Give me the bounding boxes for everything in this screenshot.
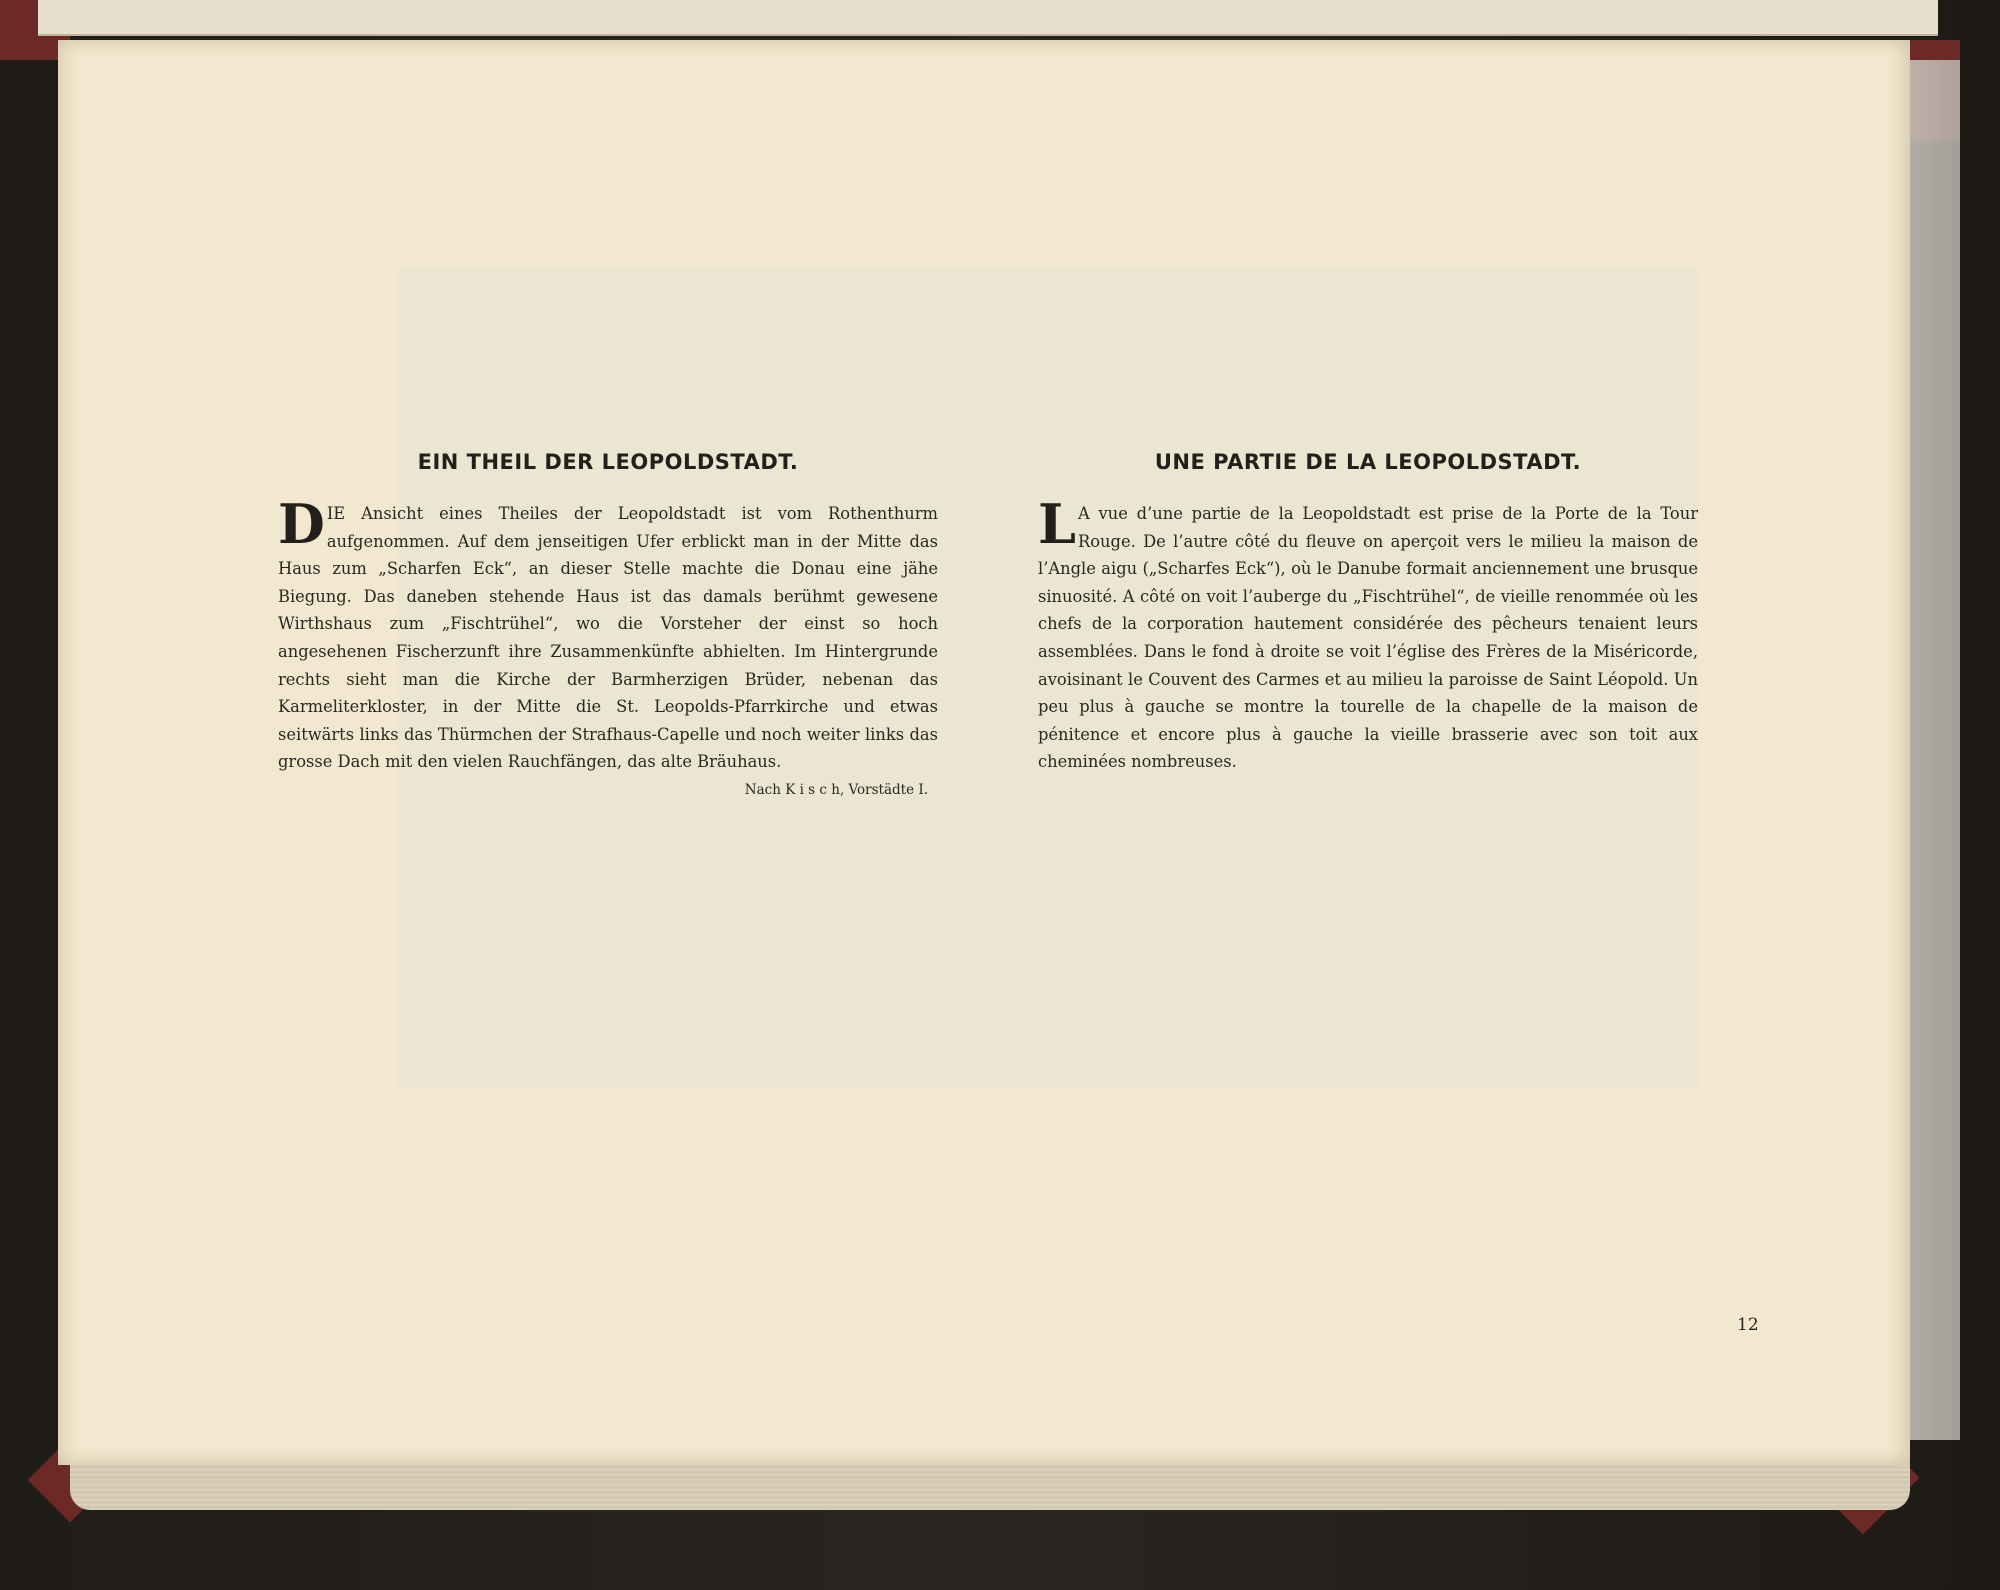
german-body: Ansicht eines Theiles der Leopoldstadt ist vom Rothenthurm aufgenommen. Auf dem jenseitigen Ufer erblickt man in der Mitte das Haus zum „Scharfen Eck“, an dieser Stelle machte die Donau eine jähe Biegung. Das daneben stehende Haus ist das damals berühmt gewesene Wirthshaus zum „Fischtrühel“, wo die Vorsteher der einst so hoch angesehenen Fischerzunft ihre Zusammenkünfte abhielten. Im Hintergrunde rechts sieht man die Kirche der Barmherzigen Brüder, nebenan das Karmeliterkloster, in der Mitte die St. Leopolds-Pfarrkirche und etwas seitwärts links das Thürmchen der Strafhaus-Capelle und noch weiter links das grosse Dach mit den vielen Rauchfängen, das alte Bräuhaus. (278, 504, 938, 772)
french-column (1038, 450, 1698, 776)
german-paragraph (278, 492, 938, 776)
german-lead: IE (326, 504, 346, 523)
french-heading: UNE PARTIE DE LA LEOPOLDSTADT. (1154, 450, 1582, 474)
french-paragraph (1038, 492, 1698, 776)
french-lead: A (1077, 504, 1090, 523)
previous-page-edge (38, 0, 1938, 36)
german-column (278, 450, 938, 798)
page-number: 12 (1737, 1315, 1759, 1335)
german-heading: EIN THEIL DER LEOPOLDSTADT. (417, 450, 799, 474)
german-source-citation: Nach K i s c h, Vorstädte I. (744, 781, 928, 798)
book-page (58, 40, 1910, 1465)
german-drop-cap: D (278, 492, 325, 556)
french-drop-cap: L (1038, 492, 1076, 556)
french-body: vue d’une partie de la Leopoldstadt est prise de la Porte de la Tour Rouge. De l’autre côté du fleuve on aperçoit vers le milieu la maison de l’Angle aigu („Scharfes Eck“), où le Danube formait anciennement une brusque sinuosité. A côté on voit l’auberge du „Fischtrühel“, de vieille renommée où les chefs de la corporation hautement considérée des pêcheurs tenaient leurs assemblées. Dans le fond à droite se voit l’église des Frères de la Miséricorde, avoisinant le Couvent des Carmes et au milieu la paroisse de Saint Léopold. Un peu plus à gauche se montre la tourelle de la chapelle de la maison de pénitence et encore plus à gauche la vieille brasserie avec son toit aux cheminées nombreuses. (1038, 504, 1698, 772)
